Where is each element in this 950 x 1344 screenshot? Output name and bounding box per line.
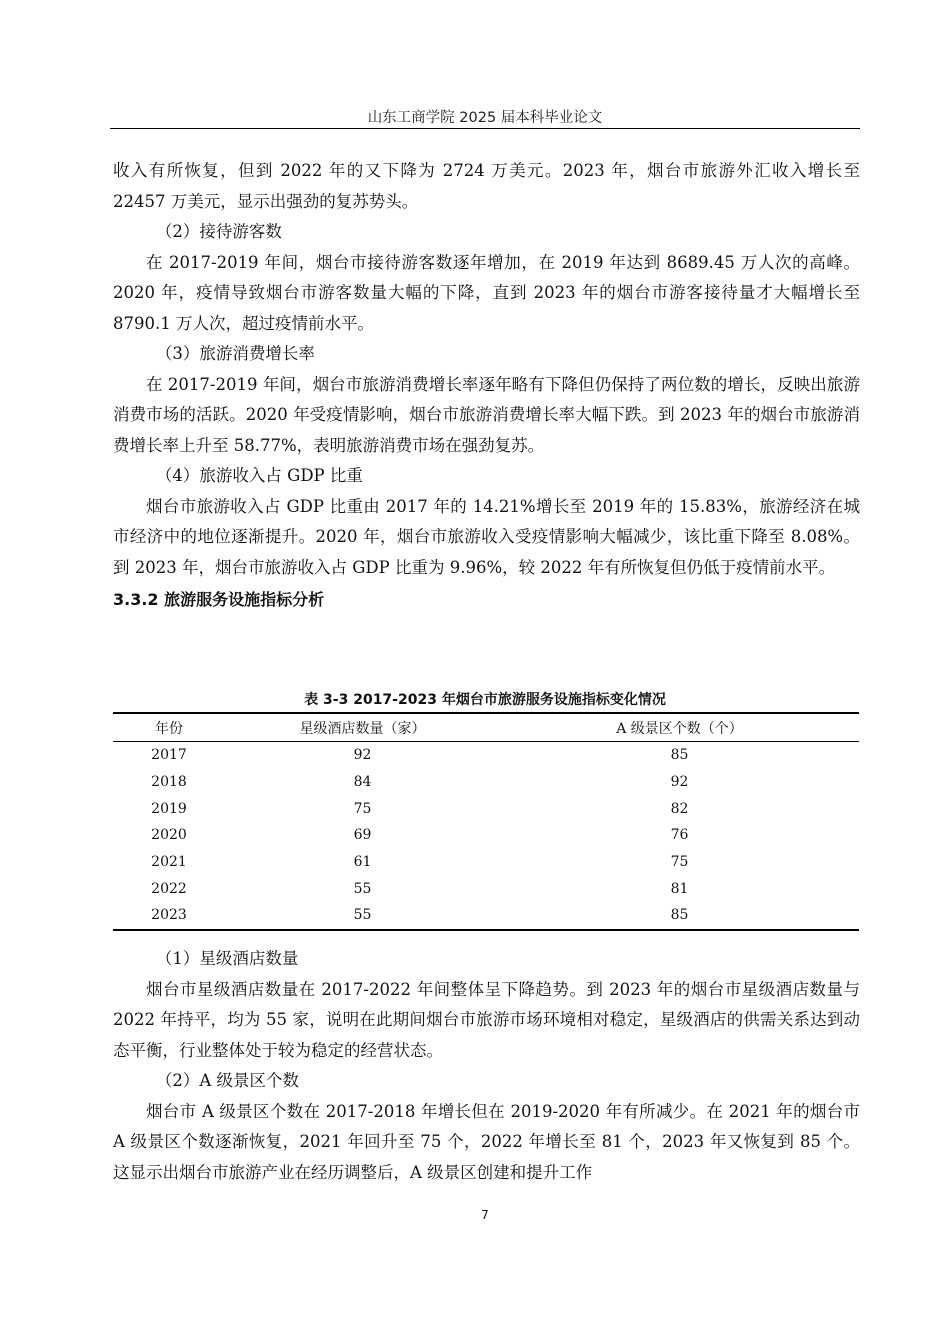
- cell-year: 2022: [151, 880, 187, 897]
- header-hotels: 星级酒店数量（家）: [225, 713, 500, 742]
- paragraph: 烟台市 A 级景区个数在 2017-2018 年增长但在 2019-2020 年有所减少。在 2021 年的烟台市 A 级景区个数逐渐恢复，2021 年回升至 75 个，2022 年增长至 81 个，2023 年又恢复到 85 个。这显示出烟台市旅游产业在经历调整后，A 级景区创建和提升工作: [113, 1101, 860, 1182]
- cell-year: 2017: [151, 747, 187, 764]
- table-row: [113, 875, 859, 902]
- table-row: [113, 742, 859, 769]
- header-rule: [110, 128, 860, 129]
- header-scenic-spots: A 级景区个数（个）: [500, 713, 859, 742]
- table-row: [113, 769, 859, 796]
- cell-scenic: 81: [670, 880, 689, 897]
- paragraph: 烟台市星级酒店数量在 2017-2022 年间整体呈下降趋势。到 2023 年的烟台市星级酒店数量与 2022 年持平，均为 55 家，说明在此期间烟台市旅游市场环境相对稳定，星级酒店的供需关系达到动态平衡，行业整体处于较为稳定的经营状态。: [113, 979, 860, 1060]
- subheading-a-level-spots: （2）A 级景区个数: [155, 1071, 300, 1090]
- cell-year: 2021: [151, 854, 187, 871]
- subheading-star-hotels: （1）星级酒店数量: [155, 949, 299, 968]
- cell-scenic: 76: [670, 827, 689, 844]
- cell-scenic: 75: [670, 854, 689, 871]
- paragraph: 在 2017-2019 年间，烟台市接待游客数逐年增加，在 2019 年达到 8689.45 万人次的高峰。2020 年，疫情导致烟台市游客数量大幅的下降，直到 2023 年的烟台市游客接待量才大幅增长至 8790.1 万人次，超过疫情前水平。: [113, 252, 860, 333]
- cell-hotels: 75: [353, 800, 372, 817]
- cell-scenic: 85: [500, 902, 859, 930]
- table-row: [113, 795, 859, 822]
- cell-year: 2019: [151, 800, 187, 817]
- table-row: [113, 902, 859, 930]
- cell-year: 2023: [113, 902, 225, 930]
- body-text-bottom: [113, 944, 860, 1188]
- cell-scenic: 82: [670, 800, 689, 817]
- table-row: [113, 849, 859, 876]
- subheading-tourists: （2）接待游客数: [155, 222, 282, 241]
- page-header: 山东工商学院 2025 届本科毕业论文: [367, 110, 603, 126]
- cell-scenic: 85: [670, 747, 689, 764]
- cell-hotels: 61: [353, 854, 372, 871]
- section-heading: 3.3.2 旅游服务设施指标分析: [113, 590, 325, 609]
- cell-hotels: 92: [353, 747, 372, 764]
- cell-year: 2018: [151, 774, 187, 791]
- header-year: 年份: [113, 713, 225, 742]
- cell-scenic: 92: [670, 774, 689, 791]
- cell-hotels: 84: [353, 774, 372, 791]
- page-number: 7: [481, 1208, 489, 1222]
- cell-hotels: 55: [353, 880, 372, 897]
- cell-hotels: 55: [225, 902, 500, 930]
- table-caption: 表 3-3 2017-2023 年烟台市旅游服务设施指标变化情况: [304, 692, 666, 708]
- table-header-row: [113, 713, 859, 742]
- cell-year: 2020: [151, 827, 187, 844]
- paragraph: 在 2017-2019 年间，烟台市旅游消费增长率逐年略有下降但仍保持了两位数的增长，反映出旅游消费市场的活跃。2020 年受疫情影响，烟台市旅游消费增长率大幅下跌。到 2023 年的烟台市旅游消费增长率上升至 58.77%，表明旅游消费市场在强劲复苏。: [113, 374, 860, 455]
- paragraph: 收入有所恢复，但到 2022 年的又下降为 2724 万美元。2023 年，烟台市旅游外汇收入增长至 22457 万美元，显示出强劲的复苏势头。: [113, 161, 860, 211]
- subheading-gdp-share: （4）旅游收入占 GDP 比重: [155, 466, 363, 485]
- body-text-top: [113, 156, 860, 617]
- table-row: [113, 822, 859, 849]
- facilities-table: [113, 712, 859, 931]
- cell-hotels: 69: [353, 827, 372, 844]
- paragraph: 烟台市旅游收入占 GDP 比重由 2017 年的 14.21%增长至 2019 年的 15.83%，旅游经济在城市经济中的地位逐渐提升。2020 年，烟台市旅游收入受疫情影响大幅减少，该比重下降至 8.08%。到 2023 年，烟台市旅游收入占 GDP 比重为 9.96%，较 2022 年有所恢复但仍低于疫情前水平。: [113, 496, 860, 577]
- subheading-consumption-growth: （3）旅游消费增长率: [155, 344, 315, 363]
